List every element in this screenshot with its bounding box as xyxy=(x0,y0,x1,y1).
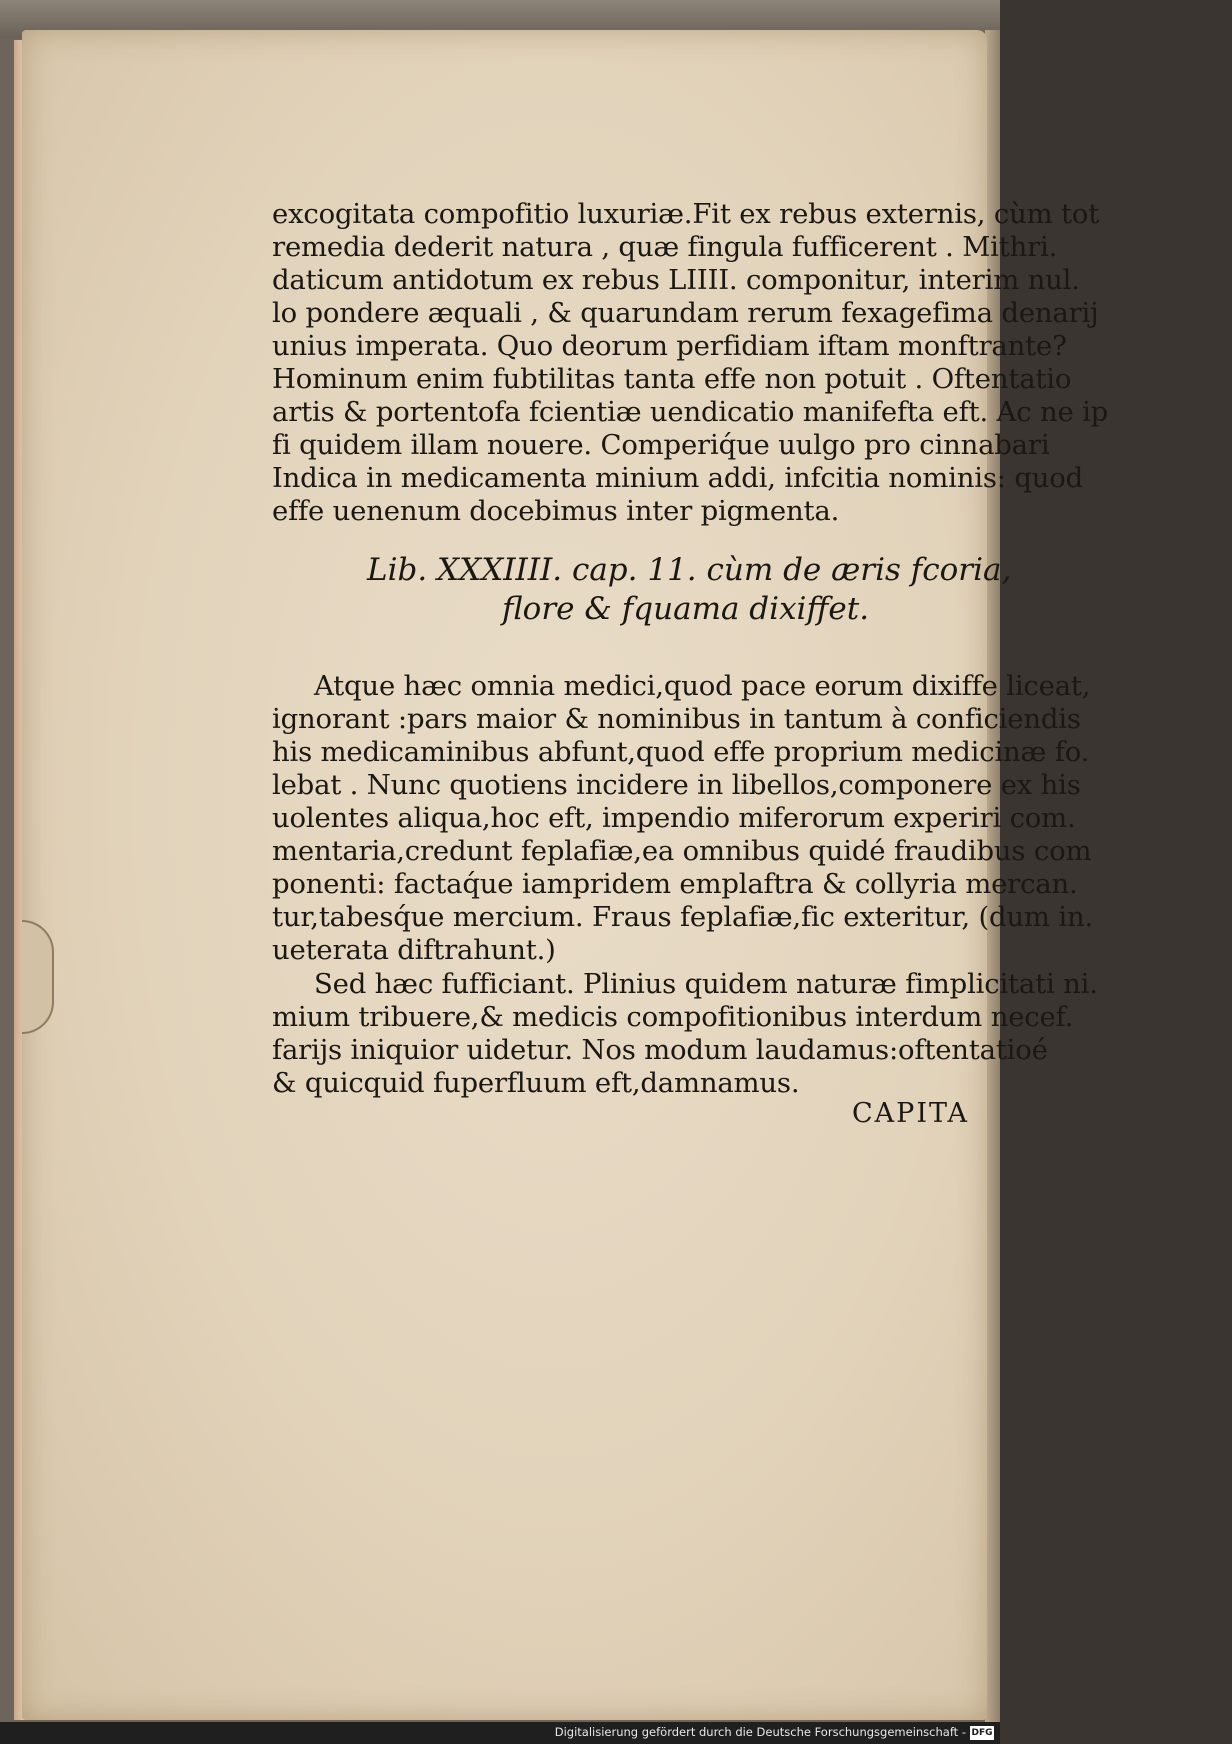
text-line: ueterata diftrahunt.) xyxy=(272,934,556,966)
text-line: lebat . Nunc quotiens incidere in libellos,componere ex his xyxy=(272,769,1081,801)
paragraph-3 xyxy=(272,968,1098,1100)
binding-clip xyxy=(22,920,54,1034)
text-line: daticum antidotum ex rebus LIIII. componitur, interim nul. xyxy=(272,264,1080,296)
text-line: & quicquid fuperfluum eft,damnamus. xyxy=(272,1067,800,1099)
text-line: Atque hæc omnia medici,quod pace eorum dixiffe liceat, xyxy=(314,670,1091,702)
digitization-footer xyxy=(0,1722,1000,1744)
catchword: CAPITA xyxy=(852,1098,970,1129)
paragraph-1 xyxy=(272,198,1108,528)
text-line: fi quidem illam nouere. Comperiq́ue uulgo pro cinnabari xyxy=(272,429,1050,461)
footer-credit-text: Digitalisierung gefördert durch die Deutsche Forschungsgemeinschaft - xyxy=(554,1725,966,1739)
text-line: farijs iniquior uidetur. Nos modum laudamus:oftentatioé xyxy=(272,1034,1048,1066)
text-line: unius imperata. Quo deorum perfidiam iftam monftrante? xyxy=(272,330,1067,362)
text-line: artis & portentofa fcientiæ uendicatio manifefta eft. Ac ne ip xyxy=(272,396,1109,428)
section-heading-line-2: flore & fquama dixiffet. xyxy=(502,591,870,627)
text-line: lo pondere æquali , & quarundam rerum fexagefima denarij xyxy=(272,297,1099,329)
text-line: tur,tabesq́ue mercium. Fraus feplafiæ,fic exteritur, (dum in. xyxy=(272,901,1094,933)
text-line: ignorant :pars maior & nominibus in tantum à conficiendis xyxy=(272,703,1081,735)
text-line: ponenti: factaq́ue iampridem emplaftra & collyria mercan. xyxy=(272,868,1078,900)
section-heading-line-1: Lib. XXXIIII. cap. 11. cùm de æris fcoria, xyxy=(367,552,1012,588)
text-line: uolentes aliqua,hoc eft, impendio miferorum experiri com. xyxy=(272,802,1076,834)
text-line: mentaria,credunt feplafiæ,ea omnibus quidé fraudibus com xyxy=(272,835,1092,867)
text-line: Indica in medicamenta minium addi, infcitia nominis: quod xyxy=(272,462,1084,494)
text-line: remedia dederit natura , quæ fingula fufficerent . Mithri. xyxy=(272,231,1058,263)
text-line: effe uenenum docebimus inter pigmenta. xyxy=(272,495,840,527)
book-page xyxy=(22,30,1109,1720)
dfg-logo-icon: DFG xyxy=(971,1728,993,1738)
text-line: Hominum enim fubtilitas tanta effe non potuit . Oftentatio xyxy=(272,363,1072,395)
text-line: his medicaminibus abfunt,quod effe proprium medicinæ fo. xyxy=(272,736,1090,768)
paragraph-2 xyxy=(272,670,1093,967)
text-line: Sed hæc fufficiant. Plinius quidem naturæ fimplicitati ni. xyxy=(314,968,1098,1000)
text-line: excogitata compofitio luxuriæ.Fit ex rebus externis, cùm tot xyxy=(272,198,1100,230)
text-line: mium tribuere,& medicis compofitionibus interdum necef. xyxy=(272,1001,1074,1033)
